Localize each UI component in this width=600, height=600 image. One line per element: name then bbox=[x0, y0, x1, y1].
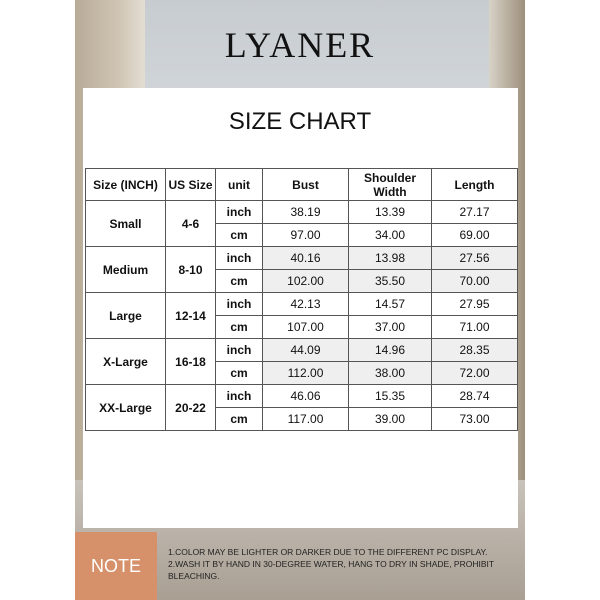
size-name: X-Large bbox=[86, 339, 166, 385]
size-name: Large bbox=[86, 293, 166, 339]
unit-cell: cm bbox=[216, 270, 263, 293]
bust-cell: 102.00 bbox=[263, 270, 349, 293]
us-size: 12-14 bbox=[166, 293, 216, 339]
header-size: Size (INCH) bbox=[86, 169, 166, 201]
shoulder-cell: 39.00 bbox=[349, 408, 432, 431]
table-row bbox=[86, 385, 518, 408]
size-table bbox=[85, 168, 518, 431]
bust-cell: 117.00 bbox=[263, 408, 349, 431]
us-size: 16-18 bbox=[166, 339, 216, 385]
length-cell: 27.95 bbox=[432, 293, 518, 316]
shoulder-cell: 14.57 bbox=[349, 293, 432, 316]
length-cell: 71.00 bbox=[432, 316, 518, 339]
shoulder-cell: 13.39 bbox=[349, 201, 432, 224]
unit-cell: inch bbox=[216, 293, 263, 316]
size-name: XX-Large bbox=[86, 385, 166, 431]
note-text bbox=[168, 546, 523, 582]
note-line: 1.COLOR MAY BE LIGHTER OR DARKER DUE TO THE DIFFERENT PC DISPLAY. bbox=[168, 547, 488, 557]
page-title: SIZE CHART bbox=[228, 108, 372, 135]
shoulder-cell: 38.00 bbox=[349, 362, 432, 385]
header-length: Length bbox=[432, 169, 518, 201]
shoulder-cell: 15.35 bbox=[349, 385, 432, 408]
length-cell: 27.56 bbox=[432, 247, 518, 270]
header-bust: Bust bbox=[263, 169, 349, 201]
length-cell: 27.17 bbox=[432, 201, 518, 224]
bust-cell: 44.09 bbox=[263, 339, 349, 362]
length-cell: 73.00 bbox=[432, 408, 518, 431]
table-row bbox=[86, 339, 518, 362]
note-label: NOTE bbox=[75, 532, 157, 600]
brand-logo: LYANER bbox=[224, 25, 376, 65]
bust-cell: 107.00 bbox=[263, 316, 349, 339]
bust-cell: 46.06 bbox=[263, 385, 349, 408]
unit-cell: inch bbox=[216, 247, 263, 270]
header-shoulder-width: Shoulder Width bbox=[349, 169, 432, 201]
shoulder-cell: 34.00 bbox=[349, 224, 432, 247]
table-row bbox=[86, 247, 518, 270]
note-line: 2.WASH IT BY HAND IN 30-DEGREE WATER, HANG TO DRY IN SHADE, PROHIBIT BLEACHING. bbox=[168, 559, 494, 581]
size-name: Small bbox=[86, 201, 166, 247]
bust-cell: 112.00 bbox=[263, 362, 349, 385]
unit-cell: cm bbox=[216, 362, 263, 385]
length-cell: 28.74 bbox=[432, 385, 518, 408]
shoulder-cell: 35.50 bbox=[349, 270, 432, 293]
length-cell: 69.00 bbox=[432, 224, 518, 247]
size-name: Medium bbox=[86, 247, 166, 293]
table-row bbox=[86, 293, 518, 316]
unit-cell: cm bbox=[216, 408, 263, 431]
shoulder-cell: 37.00 bbox=[349, 316, 432, 339]
bust-cell: 38.19 bbox=[263, 201, 349, 224]
shoulder-cell: 14.96 bbox=[349, 339, 432, 362]
unit-cell: cm bbox=[216, 316, 263, 339]
bust-cell: 97.00 bbox=[263, 224, 349, 247]
length-cell: 70.00 bbox=[432, 270, 518, 293]
us-size: 4-6 bbox=[166, 201, 216, 247]
unit-cell: inch bbox=[216, 201, 263, 224]
length-cell: 72.00 bbox=[432, 362, 518, 385]
table-row bbox=[86, 201, 518, 224]
bust-cell: 42.13 bbox=[263, 293, 349, 316]
unit-cell: inch bbox=[216, 339, 263, 362]
us-size: 8-10 bbox=[166, 247, 216, 293]
us-size: 20-22 bbox=[166, 385, 216, 431]
unit-cell: inch bbox=[216, 385, 263, 408]
unit-cell: cm bbox=[216, 224, 263, 247]
length-cell: 28.35 bbox=[432, 339, 518, 362]
header-unit: unit bbox=[216, 169, 263, 201]
shoulder-cell: 13.98 bbox=[349, 247, 432, 270]
header-us-size: US Size bbox=[166, 169, 216, 201]
bust-cell: 40.16 bbox=[263, 247, 349, 270]
table-header-row bbox=[86, 169, 518, 201]
